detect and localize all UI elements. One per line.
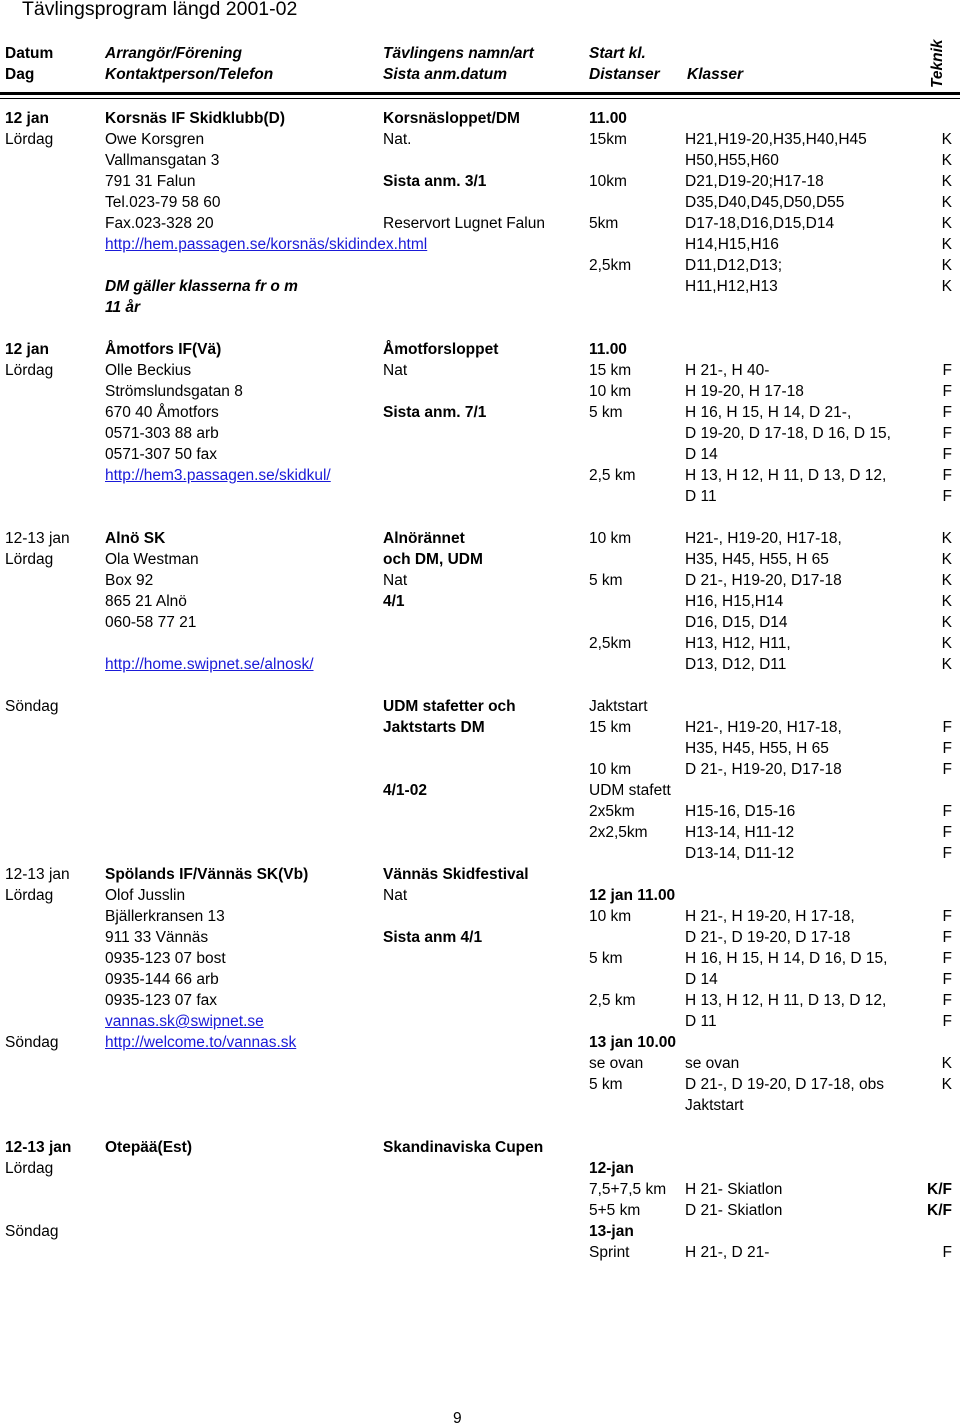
header-teknik-label: Teknik	[929, 39, 946, 88]
cell-technique: F	[942, 950, 952, 967]
cell-competition: Vännäs Skidfestival	[383, 866, 529, 883]
cell-classes: H21-, H19-20, H17-18,	[685, 530, 842, 547]
cell-organizer: Tel.023-79 58 60	[105, 194, 221, 211]
cell-start-distance: 2,5km	[589, 257, 632, 274]
link-url[interactable]: http://hem.passagen.se/korsnäs/skidindex.html	[105, 236, 428, 253]
cell-start-distance: 12 jan 11.00	[589, 887, 676, 904]
cell-start-distance: 13 jan 10.00	[589, 1034, 677, 1051]
cell-competition: UDM stafetter och	[383, 698, 516, 715]
cell-start-distance: se ovan	[589, 1055, 644, 1072]
header-dag-label: Dag	[5, 66, 35, 83]
cell-start-distance: 2,5 km	[589, 992, 636, 1009]
cell-date: Lördag	[5, 1160, 54, 1177]
cell-classes: D 19-20, D 17-18, D 16, D 15,	[685, 425, 891, 442]
header-datum	[5, 43, 53, 85]
page-title: Tävlingsprogram längd 2001-02	[22, 0, 298, 20]
cell-technique: F	[942, 1244, 952, 1261]
cell-organizer: Fax.023-328 20	[105, 215, 214, 232]
cell-start-distance: 2x2,5km	[589, 824, 648, 841]
cell-classes: H 13, H 12, H 11, D 13, D 12,	[685, 992, 887, 1009]
link-url[interactable]: vannas.sk@swipnet.se	[105, 1013, 264, 1030]
cell-technique: F	[942, 845, 952, 862]
cell-date: 12 jan	[5, 110, 49, 127]
cell-start-distance: 15 km	[589, 719, 632, 736]
cell-technique: K	[941, 257, 952, 274]
cell-technique: K	[941, 173, 952, 190]
cell-classes: H 21- Skiatlon	[685, 1181, 783, 1198]
cell-organizer: 0935-123 07 bost	[105, 950, 226, 967]
cell-technique: K	[941, 215, 952, 232]
cell-technique: K	[941, 278, 952, 295]
header-rule-bottom	[0, 98, 960, 99]
cell-competition: 4/1	[383, 593, 405, 610]
cell-start-distance: 13-jan	[589, 1223, 634, 1240]
cell-technique: F	[942, 740, 952, 757]
cell-technique: K	[941, 635, 952, 652]
cell-technique: K/F	[927, 1202, 952, 1219]
cell-organizer: Spölands IF/Vännäs SK(Vb)	[105, 866, 309, 883]
cell-technique: F	[942, 362, 952, 379]
cell-start-distance: UDM stafett	[589, 782, 671, 799]
cell-start-distance: Sprint	[589, 1244, 630, 1261]
cell-classes: H 16, H 15, H 14, D 16, D 15,	[685, 950, 888, 967]
cell-classes: H 19-20, H 17-18	[685, 383, 804, 400]
cell-classes: D21,D19-20;H17-18	[685, 173, 824, 190]
cell-organizer: Olle Beckius	[105, 362, 192, 379]
cell-competition: Nat	[383, 362, 408, 379]
cell-organizer: 0935-144 66 arb	[105, 971, 219, 988]
cell-technique: F	[942, 488, 952, 505]
cell-classes: H21,H19-20,H35,H40,H45	[685, 131, 867, 148]
cell-technique: F	[942, 404, 952, 421]
cell-technique: F	[942, 908, 952, 925]
cell-classes: D 21-, D 19-20, D 17-18	[685, 929, 851, 946]
cell-classes: H35, H45, H55, H 65	[685, 740, 829, 757]
cell-organizer: Bjällerkransen 13	[105, 908, 225, 925]
cell-technique: K	[941, 593, 952, 610]
cell-organizer: 911 33 Vännäs	[105, 929, 209, 946]
cell-organizer: 791 31 Falun	[105, 173, 196, 190]
cell-classes: H 13, H 12, H 11, D 13, D 12,	[685, 467, 887, 484]
cell-date: Söndag	[5, 1034, 59, 1051]
cell-organizer: DM gäller klasserna fr o m	[105, 278, 298, 295]
cell-classes: D 14	[685, 446, 718, 463]
cell-start-distance: 5 km	[589, 404, 623, 421]
cell-organizer: Owe Korsgren	[105, 131, 205, 148]
header-start	[589, 43, 660, 85]
cell-classes: D 14	[685, 971, 718, 988]
cell-date: 12-13 jan	[5, 866, 70, 883]
cell-date: Lördag	[5, 887, 54, 904]
cell-technique: F	[942, 992, 952, 1009]
cell-classes: D 11	[685, 488, 717, 505]
cell-technique: K	[941, 572, 952, 589]
cell-start-distance: 2,5km	[589, 635, 632, 652]
cell-organizer: 0935-123 07 fax	[105, 992, 218, 1009]
cell-technique: F	[942, 1013, 952, 1030]
cell-technique: K	[941, 656, 952, 673]
header-teknik	[925, 26, 949, 90]
cell-start-distance: 7,5+7,5 km	[589, 1181, 667, 1198]
cell-classes: D 21-, H19-20, D17-18	[685, 572, 842, 589]
link-url[interactable]: http://hem3.passagen.se/skidkul/	[105, 467, 331, 484]
cell-organizer: Åmotfors IF(Vä)	[105, 341, 222, 358]
cell-start-distance: Jaktstart	[589, 698, 648, 715]
cell-classes: H 21-, H 19-20, H 17-18,	[685, 908, 855, 925]
cell-classes: se ovan	[685, 1055, 740, 1072]
cell-classes: D13-14, D11-12	[685, 845, 795, 862]
cell-classes: H15-16, D15-16	[685, 803, 796, 820]
cell-start-distance: 10 km	[589, 908, 632, 925]
cell-organizer: 060-58 77 21	[105, 614, 197, 631]
page-number: 9	[453, 1410, 462, 1427]
cell-organizer: Alnö SK	[105, 530, 166, 547]
cell-start-distance: 5 km	[589, 950, 623, 967]
cell-classes: D17-18,D16,D15,D14	[685, 215, 835, 232]
cell-start-distance: 5 km	[589, 572, 623, 589]
cell-competition: Nat.	[383, 131, 412, 148]
cell-classes: H13-14, H11-12	[685, 824, 795, 841]
cell-date: Söndag	[5, 698, 59, 715]
cell-competition: Korsnäsloppet/DM	[383, 110, 520, 127]
cell-classes: Jaktstart	[685, 1097, 744, 1114]
cell-organizer: 0571-303 88 arb	[105, 425, 219, 442]
cell-technique: K	[941, 131, 952, 148]
cell-classes: D 11	[685, 1013, 717, 1030]
cell-competition: Alnörännet	[383, 530, 465, 547]
cell-technique: F	[942, 971, 952, 988]
cell-competition: och DM, UDM	[383, 551, 483, 568]
cell-competition: Skandinaviska Cupen	[383, 1139, 544, 1156]
header-klasser-label: Klasser	[687, 66, 744, 83]
cell-technique: K	[941, 1076, 952, 1093]
link-url[interactable]: http://home.swipnet.se/alnosk/	[105, 656, 314, 673]
header-datum-label: Datum	[5, 45, 54, 62]
cell-technique: K	[941, 152, 952, 169]
cell-date: 12-13 jan	[5, 1139, 72, 1156]
cell-competition: 4/1-02	[383, 782, 427, 799]
header-distanser-label: Distanser	[589, 66, 660, 83]
cell-start-distance: 10 km	[589, 530, 632, 547]
cell-technique: F	[942, 803, 952, 820]
header-arrangor-label: Arrangör/Förening	[105, 45, 242, 62]
cell-organizer: Olof Jusslin	[105, 887, 186, 904]
cell-classes: D 21-, D 19-20, D 17-18, obs	[685, 1076, 885, 1093]
header-kontakt-label: Kontaktperson/Telefon	[105, 66, 274, 83]
cell-date: 12 jan	[5, 341, 49, 358]
cell-technique: K/F	[927, 1181, 952, 1198]
header-tavling	[383, 43, 534, 85]
cell-organizer: 0571-307 50 fax	[105, 446, 218, 463]
cell-organizer: Strömslundsgatan 8	[105, 383, 243, 400]
cell-organizer: Box 92	[105, 572, 154, 589]
cell-classes: H35, H45, H55, H 65	[685, 551, 829, 568]
cell-start-distance: 15km	[589, 131, 627, 148]
header-tavlingsnamn-label: Tävlingens namn/art	[383, 45, 534, 62]
cell-date: Lördag	[5, 131, 54, 148]
cell-classes: D11,D12,D13;	[685, 257, 783, 274]
cell-start-distance: 5 km	[589, 1076, 623, 1093]
cell-organizer: Otepää(Est)	[105, 1139, 192, 1156]
cell-technique: F	[942, 467, 952, 484]
cell-competition: Reservort Lugnet Falun	[383, 215, 545, 232]
cell-start-distance: 11.00	[589, 341, 627, 358]
cell-date: 12-13 jan	[5, 530, 70, 547]
cell-classes: H21-, H19-20, H17-18,	[685, 719, 842, 736]
header-sista-anm-label: Sista anm.datum	[383, 66, 508, 83]
cell-start-distance: 10 km	[589, 383, 632, 400]
cell-technique: K	[941, 194, 952, 211]
cell-classes: H11,H12,H13	[685, 278, 778, 295]
cell-technique: F	[942, 929, 952, 946]
header-arrangor	[105, 43, 273, 85]
cell-technique: K	[941, 1055, 952, 1072]
cell-competition: Sista anm. 7/1	[383, 404, 487, 421]
cell-competition: Nat	[383, 572, 408, 589]
header-rule-top	[0, 92, 960, 95]
cell-start-distance: 10km	[589, 173, 627, 190]
cell-date: Lördag	[5, 362, 54, 379]
cell-start-distance: 5+5 km	[589, 1202, 641, 1219]
header-start-label: Start kl.	[589, 45, 646, 62]
cell-technique: K	[941, 530, 952, 547]
cell-start-distance: 10 km	[589, 761, 632, 778]
cell-classes: D13, D12, D11	[685, 656, 787, 673]
cell-start-distance: 2x5km	[589, 803, 635, 820]
cell-classes: H13, H12, H11,	[685, 635, 791, 652]
cell-competition: Sista anm 4/1	[383, 929, 483, 946]
cell-classes: H14,H15,H16	[685, 236, 779, 253]
cell-classes: D 21-, H19-20, D17-18	[685, 761, 842, 778]
cell-technique: F	[942, 383, 952, 400]
cell-classes: H 21-, H 40-	[685, 362, 770, 379]
cell-organizer: Ola Westman	[105, 551, 199, 568]
cell-technique: K	[941, 551, 952, 568]
cell-competition: Jaktstarts DM	[383, 719, 485, 736]
cell-date: Söndag	[5, 1223, 59, 1240]
cell-start-distance: 5km	[589, 215, 619, 232]
cell-technique: F	[942, 824, 952, 841]
cell-classes: D 21- Skiatlon	[685, 1202, 783, 1219]
cell-start-distance: 15 km	[589, 362, 632, 379]
cell-competition: Nat	[383, 887, 408, 904]
cell-competition: Åmotforsloppet	[383, 341, 499, 358]
cell-organizer: 11 år	[105, 299, 141, 316]
cell-classes: H50,H55,H60	[685, 152, 779, 169]
cell-start-distance: 2,5 km	[589, 467, 636, 484]
cell-technique: F	[942, 446, 952, 463]
cell-technique: K	[941, 614, 952, 631]
cell-date: Lördag	[5, 551, 54, 568]
link-url[interactable]: http://welcome.to/vannas.sk	[105, 1034, 297, 1051]
cell-start-distance: 12-jan	[589, 1160, 634, 1177]
cell-classes: H 16, H 15, H 14, D 21-,	[685, 404, 852, 421]
cell-technique: K	[941, 236, 952, 253]
cell-classes: H 21-, D 21-	[685, 1244, 770, 1261]
cell-organizer: Korsnäs IF Skidklubb(D)	[105, 110, 285, 127]
cell-technique: F	[942, 425, 952, 442]
cell-classes: D16, D15, D14	[685, 614, 788, 631]
cell-start-distance: 11.00	[589, 110, 627, 127]
cell-organizer: 670 40 Åmotfors	[105, 404, 219, 421]
cell-competition: Sista anm. 3/1	[383, 173, 487, 190]
cell-classes: H16, H15,H14	[685, 593, 784, 610]
cell-technique: F	[942, 761, 952, 778]
cell-organizer: 865 21 Alnö	[105, 593, 187, 610]
cell-technique: F	[942, 719, 952, 736]
cell-classes: D35,D40,D45,D50,D55	[685, 194, 845, 211]
cell-organizer: Vallmansgatan 3	[105, 152, 220, 169]
